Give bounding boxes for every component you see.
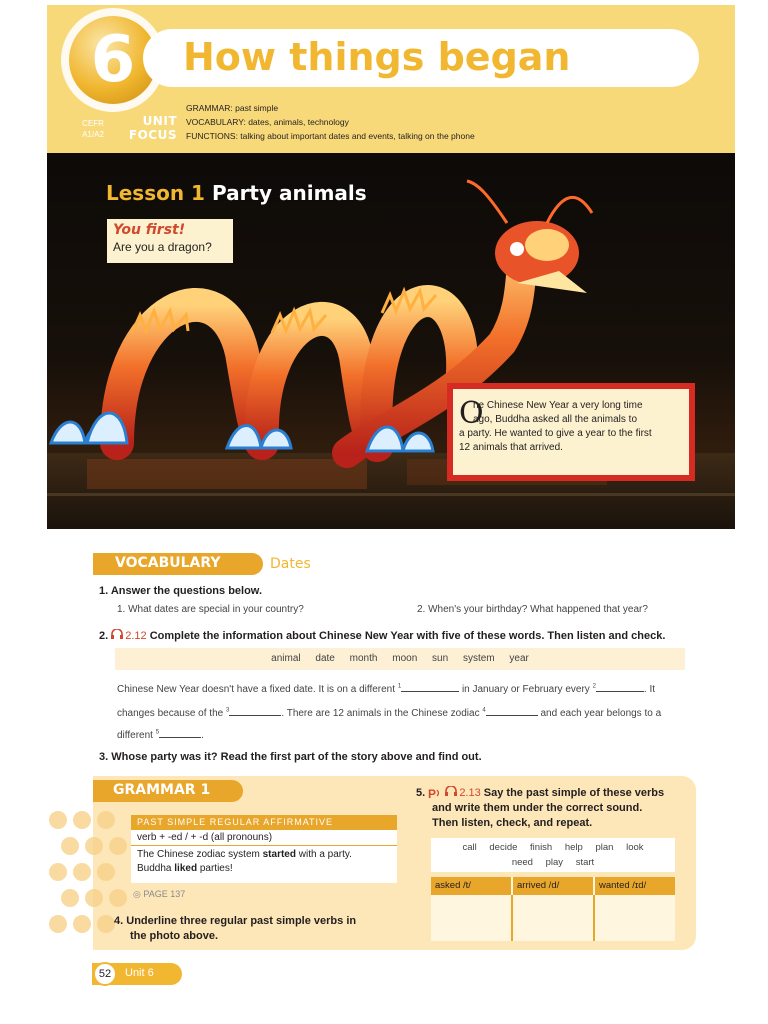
sound-header-d: arrived /d/: [513, 877, 595, 895]
grammar-label: GRAMMAR 1: [113, 782, 211, 798]
gap-fill-line-1: Chinese New Year doesn't have a fixed date. It is on a different $^1$ in January or February every $^2$ . It: [117, 683, 656, 695]
lesson-title: [106, 181, 367, 205]
lesson-number: Lesson 1: [106, 181, 205, 205]
you-first-box: [107, 219, 233, 263]
exercise-3-heading: 3. Whose party was it? Read the first part of the story above and find out.: [99, 751, 482, 763]
pronunciation-icon: [428, 787, 442, 799]
unit-number: 6: [90, 23, 136, 97]
lesson-name: Party animals: [211, 181, 367, 205]
sound-column-id[interactable]: [595, 895, 675, 941]
vocabulary-label: VOCABULARY: [115, 555, 221, 571]
sound-column-t[interactable]: [431, 895, 513, 941]
word-item: month: [349, 653, 378, 664]
gap-5-blank[interactable]: [159, 728, 201, 738]
story-dropcap: O: [459, 396, 484, 431]
grammar-banner: [93, 780, 243, 802]
exercise-1-question-2: 2. When's your birthday? What happened that year?: [417, 604, 648, 615]
sound-header-id: wanted /ɪd/: [599, 880, 647, 891]
focus-vocabulary: VOCABULARY: dates, animals, technology: [186, 117, 349, 127]
grammar-examples: The Chinese zodiac system started with a party. Buddha liked parties!: [137, 849, 352, 874]
verb-item: decide: [489, 842, 518, 853]
sound-table: [431, 877, 675, 941]
you-first-question: Are you a dragon?: [113, 240, 212, 254]
verb-item: look: [626, 842, 644, 853]
exercise-1-heading: 1. Answer the questions below.: [99, 585, 263, 597]
sound-header-t: asked /t/: [431, 877, 513, 895]
headphones-icon: [111, 629, 123, 639]
unit-title: How things began: [183, 35, 571, 79]
cefr-label: CEFR A1/A2: [82, 119, 104, 139]
unit-focus-label: UNIT FOCUS: [128, 114, 177, 142]
audio-track-2-13: 2.13: [459, 787, 481, 799]
verb-item: plan: [595, 842, 614, 853]
unit-focus-list: [186, 101, 475, 143]
exercise-2-heading: 2. 2.12 Complete the information about Chinese New Year with five of these words. Then listen and check.: [99, 630, 666, 642]
gap-fill-line-2: changes because of the $^3$ . There are 12 animals in the Chinese zodiac $^4$ and each year belongs to a: [117, 707, 662, 719]
word-item: sun: [432, 653, 449, 664]
focus-functions: FUNCTIONS: talking about important dates and events, talking on the phone: [186, 131, 475, 141]
verb-item: finish: [530, 842, 553, 853]
focus-grammar: GRAMMAR: past simple: [186, 103, 279, 113]
exercise-5-heading: 5. P 2.13 Say the past simple of these verbs and write them under the correct sound. Then listen, check, and repeat.: [416, 787, 665, 829]
story-text: ne Chinese New Year a very long time ago, Buddha asked all the animals to a party. He wanted to give a year to the first 12 animals that arrived.: [459, 400, 652, 453]
unit-title-pill: [143, 29, 699, 87]
headphones-icon: [445, 786, 457, 796]
page-ref-icon: ◎: [133, 889, 144, 899]
verb-item: play: [545, 857, 564, 868]
you-first-title: You first!: [113, 222, 186, 238]
grammar-rule: verb + -ed / + -d (all pronouns): [131, 830, 397, 846]
word-item: system: [462, 653, 495, 664]
page-number: 52: [93, 962, 117, 986]
word-item: animal: [271, 653, 301, 664]
grammar-box-title: PAST SIMPLE REGULAR AFFIRMATIVE: [131, 815, 397, 830]
gap-2-blank[interactable]: [596, 682, 644, 692]
word-item: moon: [392, 653, 418, 664]
page-reference[interactable]: ◎ PAGE 137: [133, 889, 186, 899]
word-item: year: [509, 653, 529, 664]
unit-header: [47, 5, 735, 153]
verb-item: call: [462, 842, 477, 853]
verb-item: help: [564, 842, 583, 853]
verb-item: start: [575, 857, 595, 868]
gap-4-blank[interactable]: [486, 706, 538, 716]
dragon-lantern-photo: [47, 153, 735, 529]
word-item: date: [315, 653, 335, 664]
exercise-4-heading: 4. Underline three regular past simple verbs in the photo above.: [114, 915, 357, 942]
footer-unit-label: Unit 6: [125, 967, 154, 979]
gap-fill-line-3: different $^5$ .: [117, 729, 204, 741]
story-box: [447, 383, 695, 481]
exercise-1-question-1: 1. What dates are special in your country?: [117, 604, 304, 615]
gap-3-blank[interactable]: [229, 706, 281, 716]
sound-column-d[interactable]: [513, 895, 595, 941]
gap-1-blank[interactable]: [401, 682, 459, 692]
vocabulary-subtitle: Dates: [270, 556, 311, 572]
vocabulary-banner: [93, 553, 263, 575]
verb-box: [431, 838, 675, 872]
verb-item: need: [511, 857, 533, 868]
audio-track-2-12: 2.12: [125, 630, 147, 642]
word-box: [115, 648, 685, 670]
grammar-rule-box: [131, 815, 397, 883]
svg-text:P: P: [428, 787, 437, 800]
